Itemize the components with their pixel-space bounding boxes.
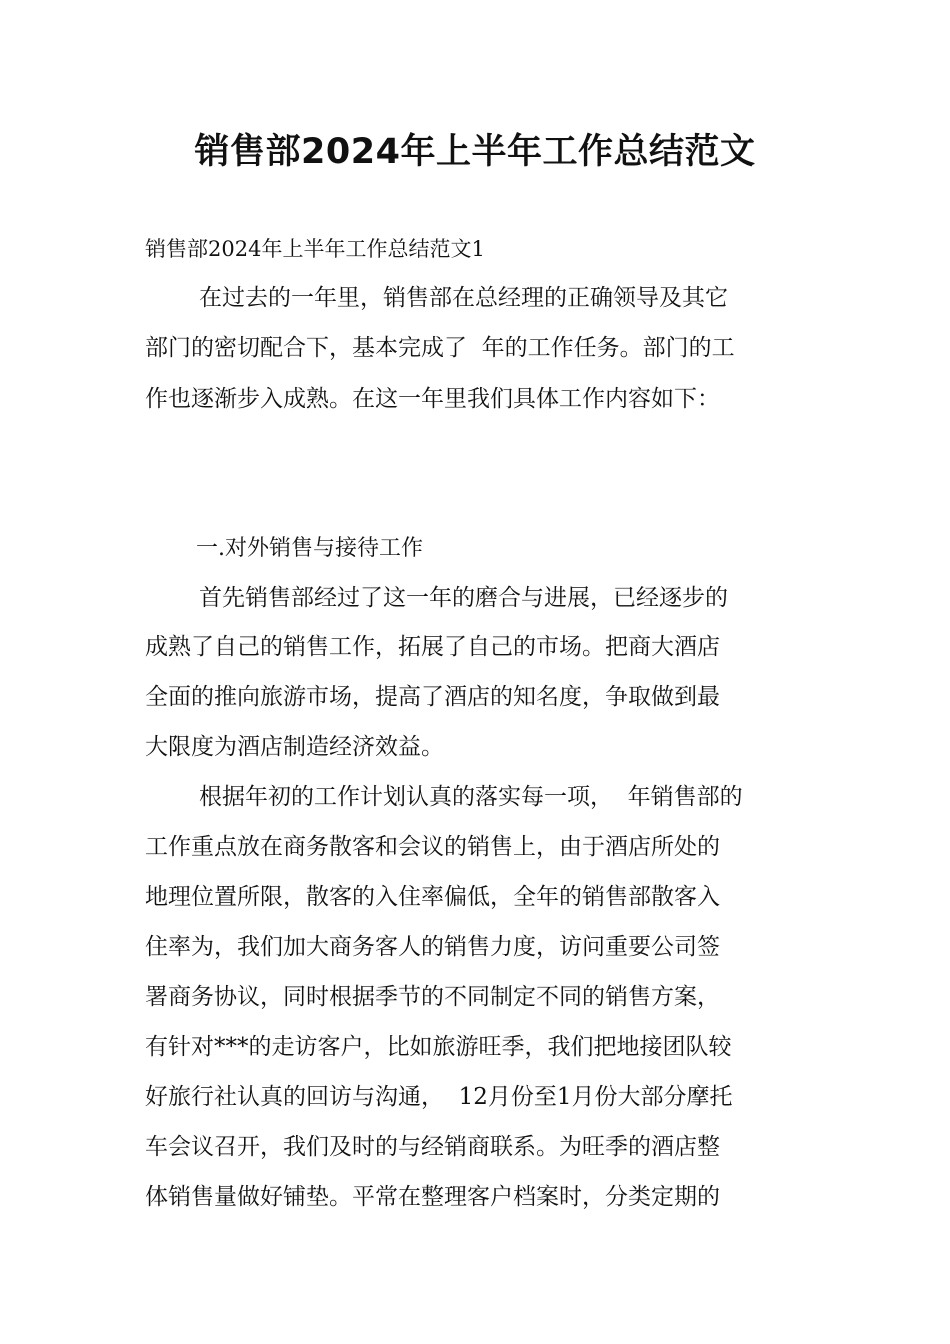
paragraph-1-line-1: 在过去的一年里，销售部在总经理的正确领导及其它 [199, 285, 728, 311]
paragraph-1-line-3: 作也逐渐步入成熟。在这一年里我们具体工作内容如下： [145, 386, 720, 412]
paragraph-1-line-2: 部门的密切配合下，基本完成了 年的工作任务。部门的工 [145, 335, 735, 361]
paragraph-2-line-2: 成熟了自己的销售工作，拓展了自己的市场。把商大酒店 [145, 634, 720, 660]
paragraph-3-line-5: 署商务协议，同时根据季节的不同制定不同的销售方案， [145, 984, 720, 1010]
paragraph-3-line-3: 地理位置所限，散客的入住率偏低，全年的销售部散客入 [145, 884, 720, 910]
paragraph-3-line-4: 住率为，我们加大商务客人的销售力度，访问重要公司签 [145, 934, 720, 960]
paragraph-3-line-7: 好旅行社认真的回访与沟通， 12月份至1月份大部分摩托 [145, 1084, 733, 1110]
paragraph-3-line-1: 根据年初的工作计划认真的落实每一项， 年销售部的 [199, 784, 743, 810]
paragraph-2-line-3: 全面的推向旅游市场，提高了酒店的知名度，争取做到最 [145, 684, 720, 710]
paragraph-3-line-2: 工作重点放在商务散客和会议的销售上，由于酒店所处的 [145, 834, 720, 860]
paragraph-2-line-1: 首先销售部经过了这一年的磨合与进展，已经逐步的 [199, 585, 728, 611]
section-1-heading: 一.对外销售与接待工作 [196, 536, 423, 561]
paragraph-3-line-8: 车会议召开，我们及时的与经销商联系。为旺季的酒店整 [145, 1134, 720, 1160]
paragraph-3-line-6: 有针对***的走访客户，比如旅游旺季，我们把地接团队较 [145, 1034, 732, 1060]
paragraph-3-line-9: 体销售量做好铺垫。平常在整理客户档案时，分类定期的 [145, 1184, 720, 1210]
document-title: 销售部2024年上半年工作总结范文 [194, 132, 756, 172]
paragraph-2-line-4: 大限度为酒店制造经济效益。 [145, 734, 444, 760]
document-subtitle: 销售部2024年上半年工作总结范文1 [145, 237, 485, 261]
